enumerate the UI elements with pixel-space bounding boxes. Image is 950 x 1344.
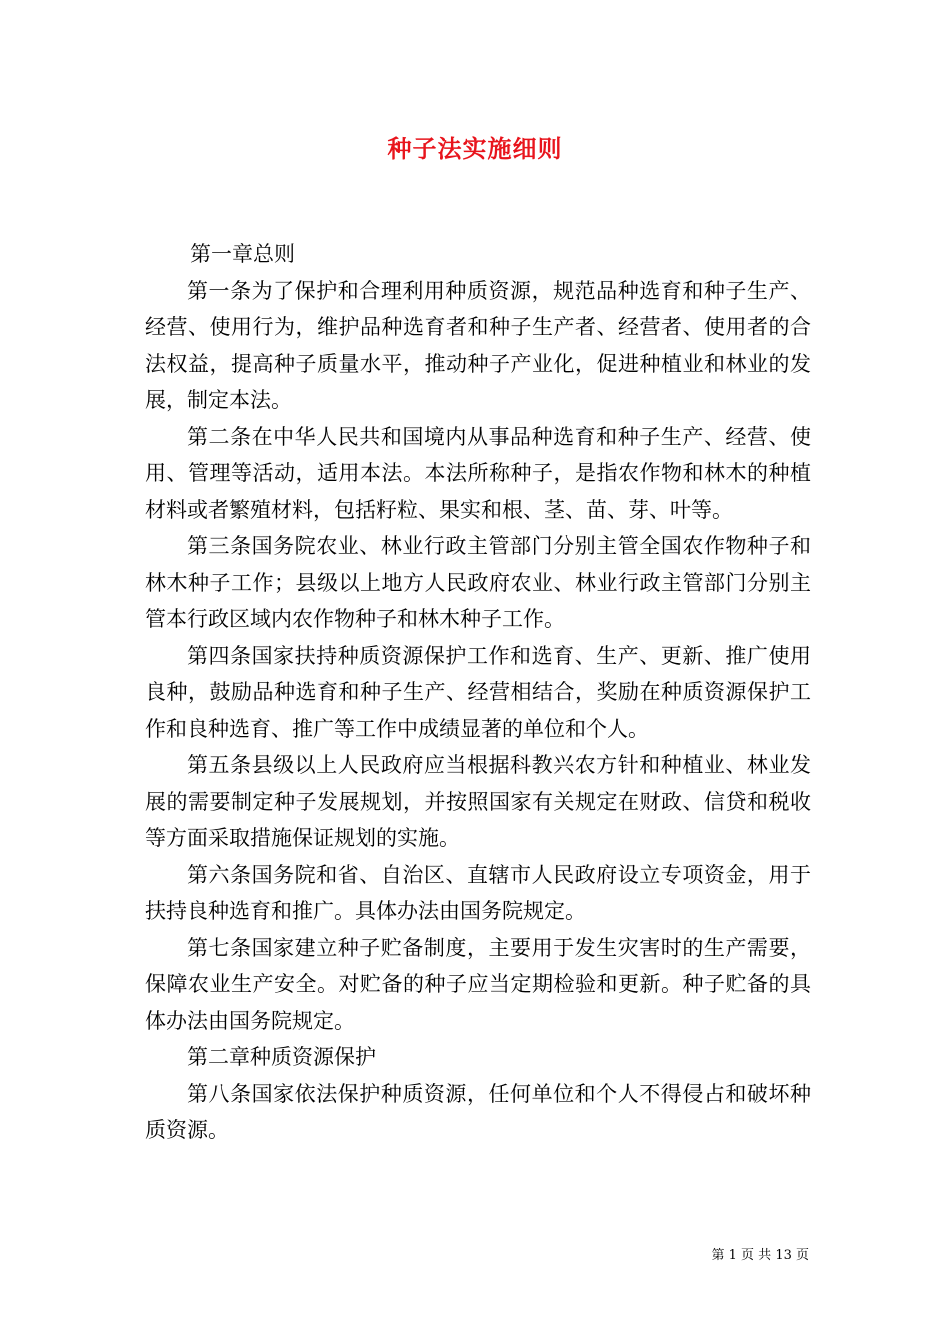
article-paragraph: 第七条国家建立种子贮备制度，主要用于发生灾害时的生产需要，保障农业生产安全。对贮备的种子应当定期检验和更新。种子贮备的具体办法由国务院规定。: [145, 935, 811, 1033]
chapter-heading: 第一章总则: [190, 242, 295, 266]
article-paragraph: 第五条县级以上人民政府应当根据科教兴农方针和种植业、林业发展的需要制定种子发展规划，并按照国家有关规定在财政、信贷和税收等方面采取措施保证规划的实施。: [145, 753, 811, 850]
article-paragraph: 第四条国家扶持种质资源保护工作和选育、生产、更新、推广使用良种，鼓励品种选育和种子生产、经营相结合，奖励在种质资源保护工作和良种选育、推广等工作中成绩显著的单位和个人。: [145, 643, 811, 741]
article-paragraph: 第八条国家依法保护种质资源，任何单位和个人不得侵占和破坏种质资源。: [145, 1081, 811, 1142]
document-title: 种子法实施细则: [387, 134, 563, 163]
article-paragraph: 第三条国务院农业、林业行政主管部门分别主管全国农作物种子和林木种子工作；县级以上地方人民政府农业、林业行政主管部门分别主管本行政区域内农作物种子和林木种子工作。: [145, 534, 811, 631]
document-body: [145, 236, 811, 1149]
chapter-heading: 第二章种质资源保护: [187, 1045, 376, 1069]
article-paragraph: 第二条在中华人民共和国境内从事品种选育和种子生产、经营、使用、管理等活动，适用本法。本法所称种子，是指农作物和林木的种植材料或者繁殖材料，包括籽粒、果实和根、茎、苗、芽、叶等。: [145, 424, 811, 522]
article-paragraph: 第一条为了保护和合理利用种质资源，规范品种选育和种子生产、经营、使用行为，维护品种选育者和种子生产者、经营者、使用者的合法权益，提高种子质量水平，推动种子产业化，促进种植业和林业的发展，制定本法。: [145, 278, 811, 412]
page-number-footer: 第 1 页 共 13 页: [711, 1248, 809, 1263]
article-paragraph: 第六条国务院和省、自治区、直辖市人民政府设立专项资金，用于扶持良种选育和推广。具体办法由国务院规定。: [145, 862, 811, 923]
